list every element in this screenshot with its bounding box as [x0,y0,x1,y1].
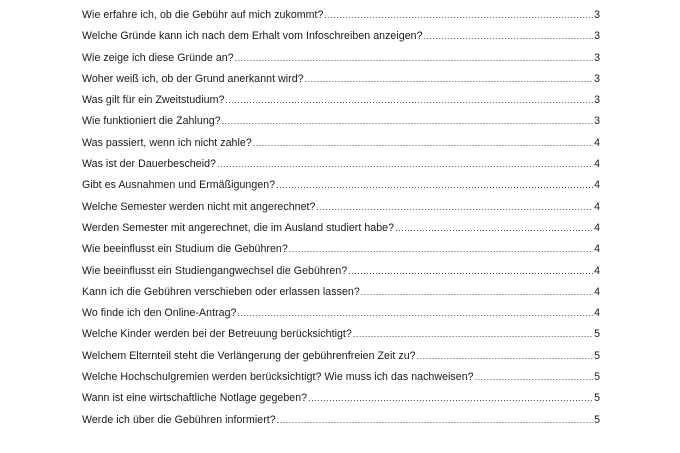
toc-entry-title: Werde ich über die Gebühren informiert? [82,413,276,426]
dot-leader [277,410,593,431]
toc-entry-title: Gibt es Ausnahmen und Ermäßigungen? [82,179,276,192]
toc-entry-page: 3 [594,9,600,21]
dot-leader [235,48,593,69]
toc-entry-page: 3 [594,72,600,85]
toc-entry[interactable] [82,26,600,47]
toc-entry-title: Wie funktioniert die Zahlung? [82,115,221,128]
dot-leader [395,218,593,239]
toc-entry-title: Welche Kinder werden bei der Betreuung berücksichtigt? [82,328,352,341]
dot-leader [324,5,593,26]
dot-leader [316,197,593,218]
toc-entry-page: 3 [594,30,600,43]
dot-leader [417,346,593,367]
toc-entry[interactable] [82,218,600,239]
dot-leader [353,324,593,345]
toc-entry-page: 5 [594,392,600,405]
toc-entry[interactable] [82,282,600,303]
toc-entry-title: Was gilt für ein Zweitstudium? [82,94,225,107]
dot-leader [348,261,593,282]
toc-entry[interactable] [82,346,600,367]
dot-leader [276,175,593,196]
toc-entry[interactable] [82,261,600,282]
table-of-contents [82,5,600,431]
toc-entry-title: Welche Semester werden nicht mit angerechnet? [82,200,316,213]
toc-entry-page: 5 [594,328,600,341]
toc-entry-page: 4 [594,243,600,256]
toc-entry-page: 4 [594,264,600,277]
toc-entry[interactable] [82,324,600,345]
dot-leader [308,388,593,409]
toc-entry-title: Wie beeinflusst ein Studiengangwechsel die Gebühren? [82,264,348,277]
dot-leader [237,303,593,324]
toc-entry-page: 5 [594,371,600,384]
dot-leader [361,282,593,303]
toc-entry-title: Welchem Elternteil steht die Verlängerung der gebührenfreien Zeit zu? [82,349,416,362]
dot-leader [289,239,593,260]
toc-entry-title: Was ist der Dauerbescheid? [82,158,216,171]
toc-entry-title: Welche Gründe kann ich nach dem Erhalt vom Infoschreiben anzeigen? [82,30,423,43]
toc-entry[interactable] [82,154,600,175]
toc-entry[interactable] [82,5,600,26]
toc-entry[interactable] [82,133,600,154]
toc-entry[interactable] [82,239,600,260]
toc-entry-title: Wann ist eine wirtschaftliche Notlage gegeben? [82,392,308,405]
toc-entry[interactable] [82,197,600,218]
toc-entry-title: Woher weiß ich, ob der Grund anerkannt wird? [82,72,304,85]
toc-entry-page: 3 [594,115,600,128]
toc-entry[interactable] [82,48,600,69]
toc-entry-title: Kann ich die Gebühren verschieben oder erlassen lassen? [82,285,360,298]
dot-leader [253,133,593,154]
toc-entry-page: 5 [594,413,600,426]
toc-entry-title: Wie zeige ich diese Gründe an? [82,51,234,64]
toc-entry[interactable] [82,388,600,409]
toc-entry-title: Was passiert, wenn ich nicht zahle? [82,136,252,149]
toc-entry-page: 3 [594,94,600,107]
toc-entry-page: 5 [594,349,600,362]
dot-leader [225,90,593,111]
dot-leader [475,367,594,388]
toc-entry-title: Welche Hochschulgremien werden berücksichtigt? Wie muss ich das nachweisen? [82,371,474,384]
dot-leader [424,26,594,47]
toc-entry-page: 4 [594,200,600,213]
dot-leader [217,154,593,175]
toc-entry[interactable] [82,69,600,90]
toc-entry[interactable] [82,367,600,388]
toc-entry-page: 4 [594,285,600,298]
toc-entry[interactable] [82,111,600,132]
toc-entry-title: Wie beeinflusst ein Studium die Gebühren? [82,243,288,256]
toc-entry[interactable] [82,90,600,111]
toc-entry-page: 3 [594,51,600,64]
toc-entry[interactable] [82,303,600,324]
toc-entry-page: 4 [594,307,600,320]
toc-entry-page: 4 [594,179,600,192]
dot-leader [222,111,593,132]
toc-entry-page: 4 [594,136,600,149]
toc-entry[interactable] [82,175,600,196]
toc-entry-title: Wo finde ich den Online-Antrag? [82,307,237,320]
dot-leader [305,69,593,90]
toc-entry-title: Werden Semester mit angerechnet, die im Ausland studiert habe? [82,221,395,234]
toc-entry-title: Wie erfahre ich, ob die Gebühr auf mich zukommt? [82,9,324,21]
toc-entry-page: 4 [594,221,600,234]
toc-entry-page: 4 [594,158,600,171]
toc-entry[interactable] [82,410,600,431]
